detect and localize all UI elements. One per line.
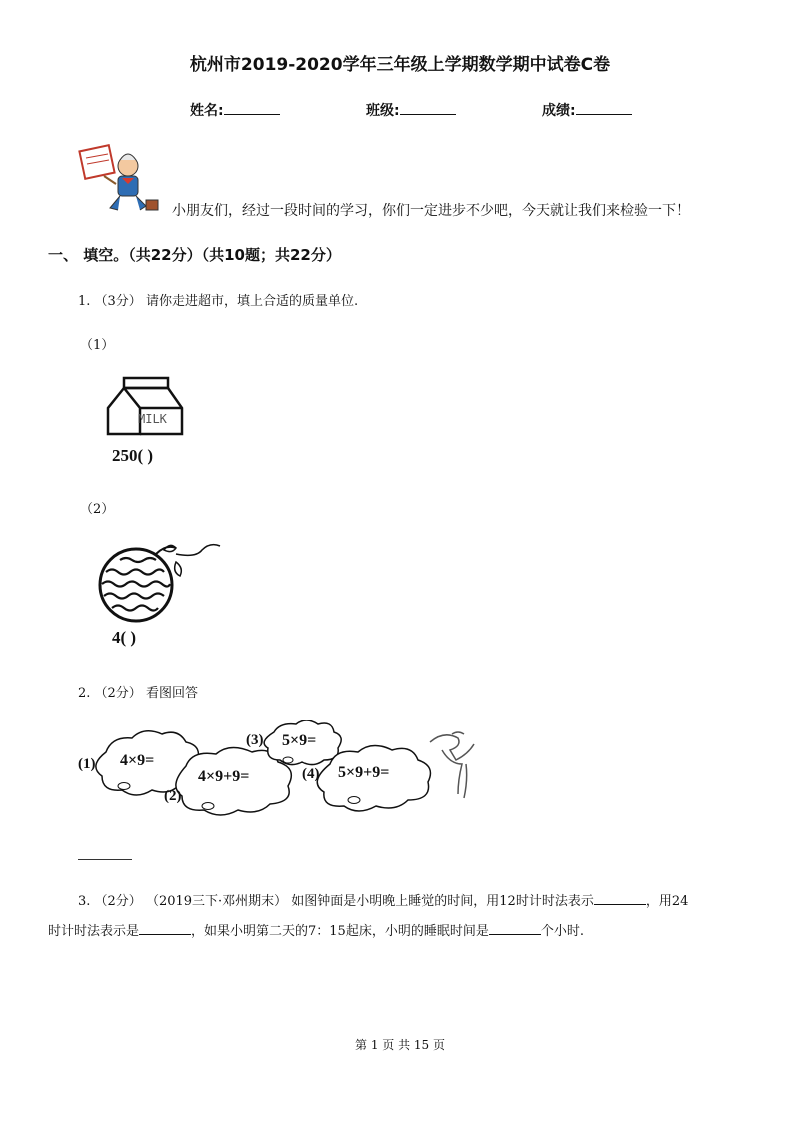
name-field: [190, 100, 280, 120]
question-3-text-1a: 3. （2分） （2019三下·邓州期末） 如图钟面是小明晚上睡觉的时间，用12时计时法表示: [78, 894, 594, 909]
answer-blank-sleep-hours[interactable]: [489, 924, 541, 935]
cloud-4-expression: 5×9+9=: [338, 764, 390, 781]
cloud-2-expression: 4×9+9=: [198, 768, 250, 785]
cloud-1-expression: 4×9=: [120, 752, 155, 769]
score-label: 成绩:: [542, 103, 576, 119]
class-label: 班级:: [366, 103, 400, 119]
score-blank[interactable]: [576, 102, 632, 115]
intro-text: 小朋友们，经过一段时间的学习，你们一定进步不少吧，今天就让我们来检验一下！: [172, 203, 690, 219]
question-3-text-2c: 个小时.: [540, 924, 584, 939]
watermelon-answer[interactable]: 4( ): [112, 628, 137, 647]
question-1-sub-1: （1）: [80, 338, 115, 353]
answer-blank-24h[interactable]: [139, 924, 191, 935]
class-field: [366, 100, 456, 120]
question-1-stem: 1. （3分） 请你走进超市，填上合适的质量单位.: [78, 294, 359, 309]
mascot-illustration: [76, 140, 166, 220]
name-label: 姓名:: [190, 103, 224, 119]
question-2-answer-line[interactable]: [78, 858, 132, 860]
cloud-3-expression: 5×9=: [282, 732, 317, 749]
answer-blank-12h[interactable]: [594, 894, 646, 905]
question-1-sub-2: （2）: [80, 502, 115, 517]
page-footer: 第 1 页 共 15 页: [355, 1038, 445, 1052]
cloud-2-number: (2): [164, 788, 182, 804]
cloud-4-number: (4): [302, 766, 320, 782]
question-3-text-2b: ，如果小明第二天的7：15起床，小明的睡眠时间是: [191, 924, 489, 939]
section-heading: 一、 填空。（共22分）（共10题；共22分）: [48, 246, 341, 264]
milk-answer[interactable]: 250( ): [112, 446, 154, 465]
cloud-3-number: (3): [246, 732, 264, 748]
page-title: 杭州市2019-2020学年三年级上学期数学期中试卷C卷: [189, 55, 611, 75]
watermelon-image: [96, 540, 226, 630]
question-2-stem: 2. （2分） 看图回答: [78, 686, 198, 701]
class-blank[interactable]: [400, 102, 456, 115]
score-field: [542, 100, 632, 120]
name-blank[interactable]: [224, 102, 280, 115]
milk-carton-label: MILK: [138, 412, 167, 426]
question-3-line-2: [48, 920, 584, 939]
milk-carton-image: [104, 374, 188, 438]
question-3-text-2a: 时计时法表示是: [48, 924, 140, 939]
cloud-1-number: (1): [78, 756, 96, 772]
question-3-text-1b: ，用24: [645, 894, 689, 909]
question-3-line-1: [78, 890, 688, 909]
